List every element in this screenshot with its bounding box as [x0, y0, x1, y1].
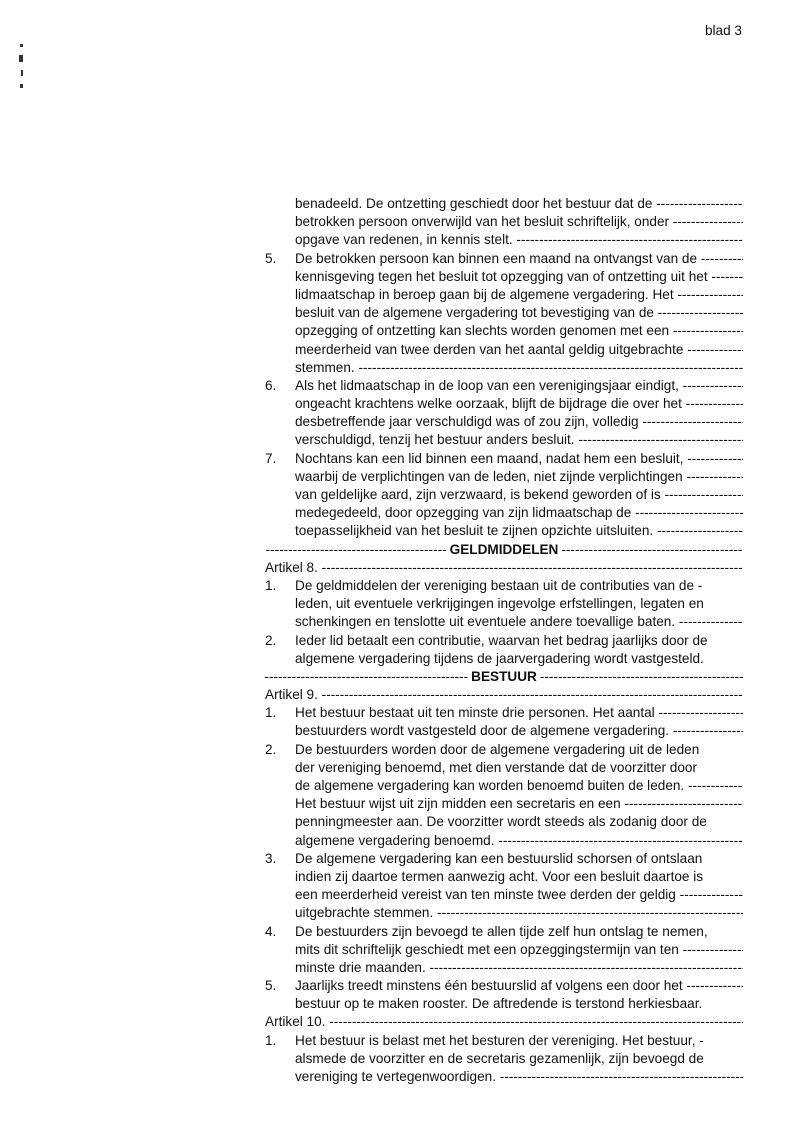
list-item: [265, 923, 743, 978]
list-item: [265, 977, 743, 1013]
text-line: kennisgeving tegen het besluit tot opzegging van of ontzetting uit het -----: [295, 268, 743, 286]
list-item: [265, 704, 743, 740]
text-line: meerderheid van twee derden van het aantal geldig uitgebrachte -----: [295, 341, 743, 359]
text-line: leden, uit eventuele verkrijgingen ingevolge erfstellingen, legaten en: [295, 596, 704, 612]
list-item: [265, 741, 743, 850]
item-text: [295, 250, 743, 377]
heading-dashes: [540, 668, 743, 686]
section-heading-bestuur: [265, 668, 743, 686]
text-line: indien zij daartoe termen aanwezig acht. Voor een besluit daartoe is: [295, 868, 704, 884]
text-line: betrokken persoon onverwijld van het besluit schriftelijk, onder -----: [295, 213, 743, 231]
item-number: 1.: [265, 577, 277, 593]
item-text: [295, 632, 743, 668]
item-text: [295, 923, 743, 978]
item-number: 5.: [265, 978, 277, 994]
text-line: Het bestuur bestaat uit ten minste drie personen. Het aantal -----: [295, 704, 743, 722]
item-number: 3.: [265, 850, 277, 866]
heading-title: GELDMIDDELEN: [449, 541, 559, 557]
article-title: Artikel 10. -----: [265, 1013, 743, 1031]
text-line: Het bestuur wijst uit zijn midden een secretaris en een -----: [295, 795, 743, 813]
text-line: een meerderheid vereist van ten minste twee derden der geldig -----: [295, 886, 743, 904]
text-line: De bestuurders worden door de algemene vergadering uit de leden: [295, 741, 700, 757]
text-line: toepasselijkheid van het besluit te zijnen opzichte uitsluiten. -----: [295, 522, 743, 540]
text-line: De geldmiddelen der vereniging bestaan uit de contributies van de -: [295, 577, 703, 593]
page-number: blad 3: [704, 23, 742, 38]
list-item: [265, 1032, 743, 1087]
text-line: benadeeld. De ontzetting geschiedt door het bestuur dat de -----: [295, 195, 743, 213]
text-line: Nochtans kan een lid binnen een maand, nadat hem een besluit, -----: [295, 450, 743, 468]
article-title: Artikel 8. -----: [265, 559, 743, 577]
document-body: [265, 195, 743, 1086]
text-line: ongeacht krachtens welke oorzaak, blijft de bijdrage die over het -----: [295, 395, 743, 413]
item-number: 2.: [265, 741, 277, 757]
item-text: [295, 741, 743, 850]
text-line: penningmeester aan. De voorzitter wordt steeds als zodanig door de: [295, 814, 707, 830]
text-line: desbetreffende jaar verschuldigd was of zou zijn, volledig -----: [295, 413, 743, 431]
item-text: [295, 977, 743, 1013]
text-line: lidmaatschap in beroep gaan bij de algemene vergadering. Het -----: [295, 286, 743, 304]
text-line: De betrokken persoon kan binnen een maand na ontvangst van de -----: [295, 250, 743, 268]
text-line: van geldelijke aard, zijn verzwaard, is bekend geworden of is -----: [295, 486, 743, 504]
text-line: besluit van de algemene vergadering tot bevestiging van de -----: [295, 304, 743, 322]
text-line: algemene vergadering tijdens de jaarvergadering wordt vastgesteld.: [295, 650, 704, 666]
text-line: Jaarlijks treedt minstens één bestuurslid af volgens een door het -----: [295, 977, 743, 995]
list-item: [265, 632, 743, 668]
heading-dashes: [265, 668, 468, 686]
text-line: vereniging te vertegenwoordigen. -----: [295, 1068, 743, 1086]
text-line: waarbij de verplichtingen van de leden, niet zijnde verplichtingen -----: [295, 468, 743, 486]
heading-dashes: [265, 541, 447, 559]
text-line: De bestuurders zijn bevoegd te allen tijde zelf hun ontslag te nemen,: [295, 923, 708, 939]
list-item: [265, 850, 743, 923]
item-text: [295, 850, 743, 923]
text-line: schenkingen en tenslotte uit eventuele andere toevallige baten. -----: [295, 613, 743, 631]
item-text: [295, 1032, 743, 1087]
item-text: [295, 704, 743, 740]
text-line: mits dit schriftelijk geschiedt met een opzeggingstermijn van ten -----: [295, 941, 743, 959]
text-line: Ieder lid betaalt een contributie, waarvan het bedrag jaarlijks door de: [295, 632, 708, 648]
item-number: 1.: [265, 1032, 277, 1048]
item-text: [295, 577, 743, 632]
text-line: de algemene vergadering kan worden benoemd buiten de leden. -----: [295, 777, 743, 795]
list-item: [265, 450, 743, 541]
section-heading-geldmiddelen: [265, 541, 743, 559]
text-line: Het bestuur is belast met het besturen der vereniging. Het bestuur, -: [295, 1032, 704, 1048]
text-line: algemene vergadering benoemd. -----: [295, 832, 743, 850]
list-item: [265, 250, 743, 377]
text-line: medegedeeld, door opzegging van zijn lidmaatschap de -----: [295, 504, 743, 522]
text-line: bestuurders wordt vastgesteld door de algemene vergadering. -----: [295, 722, 743, 740]
item-number: 7.: [265, 450, 277, 466]
text-line: der vereniging benoemd, met dien verstande dat de voorzitter door: [295, 759, 698, 775]
text-line: De algemene vergadering kan een bestuurslid schorsen of ontslaan: [295, 850, 703, 866]
item-number: 6.: [265, 377, 277, 393]
item-number: 4.: [265, 923, 277, 939]
list-item: [265, 577, 743, 632]
intro-continuation: [265, 195, 743, 250]
text-line: opgave van redenen, in kennis stelt. -----: [295, 231, 743, 249]
list-item: [265, 377, 743, 450]
heading-dashes: [561, 541, 743, 559]
item-number: 1.: [265, 705, 277, 721]
margin-punch-marks: [18, 44, 28, 96]
heading-title: BESTUUR: [471, 668, 537, 684]
text-line: alsmede de voorzitter en de secretaris gezamenlijk, zijn bevoegd de: [295, 1050, 704, 1066]
text-line: uitgebrachte stemmen. -----: [295, 904, 743, 922]
text-line: opzegging of ontzetting kan slechts worden genomen met een -----: [295, 322, 743, 340]
text-line: bestuur op te maken rooster. De aftredende is terstond herkiesbaar.: [295, 996, 703, 1012]
text-line: stemmen. -----: [295, 359, 743, 377]
article-title: Artikel 9. -----: [265, 686, 743, 704]
item-number: 5.: [265, 250, 277, 266]
text-line: minste drie maanden. -----: [295, 959, 743, 977]
item-text: [295, 450, 743, 541]
text-line: Als het lidmaatschap in de loop van een verenigingsjaar eindigt, -----: [295, 377, 743, 395]
item-number: 2.: [265, 632, 277, 648]
text-line: verschuldigd, tenzij het bestuur anders besluit. -----: [295, 431, 743, 449]
item-text: [295, 377, 743, 450]
